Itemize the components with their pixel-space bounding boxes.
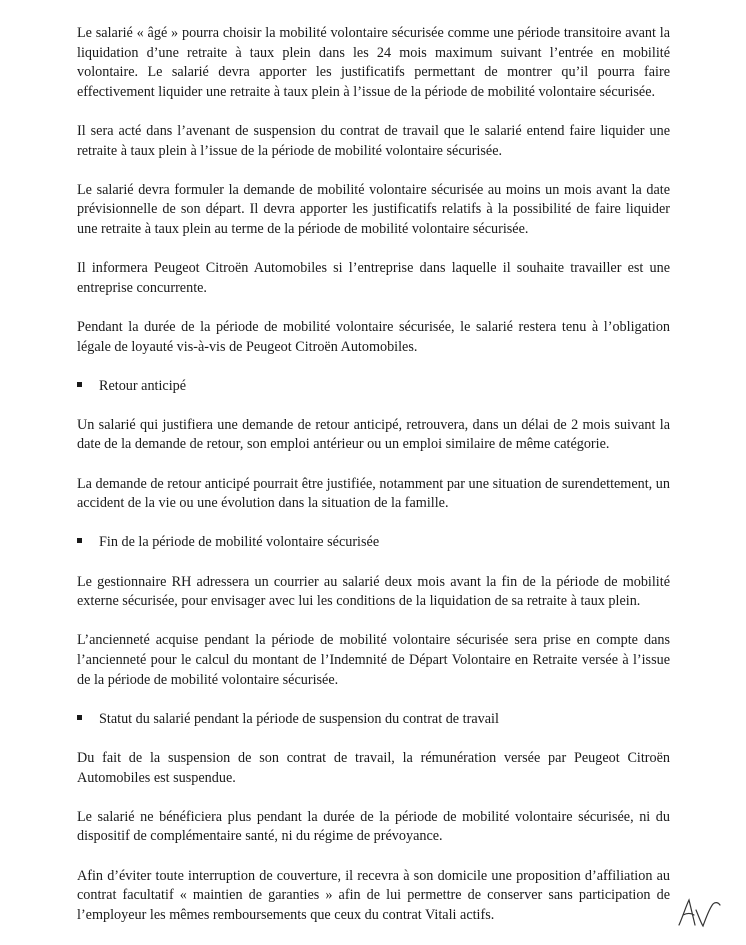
paragraph-complementaire-sante: Le salarié ne bénéficiera plus pendant la durée de la période de mobilité volontaire sécurisée, ni du dispositif de complémentaire santé, ni du régime de prévoyance. [77,808,670,845]
section-heading-label: Statut du salarié pendant la période de suspension du contrat de travail [99,710,499,727]
document-body [77,24,670,945]
handwritten-initials-signature [676,896,724,930]
square-bullet-icon [77,715,82,720]
paragraph-courrier-rh: Le gestionnaire RH adressera un courrier au salarié deux mois avant la fin de la période de mobilité externe sécurisée, pour envisager avec lui les conditions de la liquidation de sa retraite à taux plein. [77,573,670,610]
square-bullet-icon [77,382,82,387]
paragraph-justification-retour: La demande de retour anticipé pourrait être justifiée, notamment par une situation de surendettement, un accident de la vie ou une évolution dans la situation de la famille. [77,475,670,512]
paragraph-retraite-transitoire: Le salarié « âgé » pourra choisir la mobilité volontaire sécurisée comme une période transitoire avant la liquidation d’une retraite à taux plein dans les 24 mois maximum suivant l’entrée en mobilité volontaire. Le salarié devra apporter les justificatifs permettant de montrer qu’il pourra faire effectivement liquider une retraite à taux plein à l’issue de la période de mobilité volontaire sécurisée. [77,25,670,100]
section-heading-retour-anticipe [77,377,670,397]
paragraph-avenant-suspension: Il sera acté dans l’avenant de suspension du contrat de travail que le salarié entend faire liquider une retraite à taux plein à l’issue de la période de mobilité volontaire sécurisée. [77,122,670,159]
paragraph-maintien-garanties: Afin d’éviter toute interruption de couverture, il recevra à son domicile une proposition d’affiliation au contrat facultatif « maintien de garanties » afin de lui permettre de conserver sans participation de l’employeur les mêmes remboursements que ceux du contrat Vitali actifs. [77,867,670,923]
paragraph-remuneration-suspendue: Du fait de la suspension de son contrat de travail, la rémunération versée par Peugeot Citroën Automobiles est suspendue. [77,749,670,786]
paragraph-demande-mobilite: Le salarié devra formuler la demande de mobilité volontaire sécurisée au moins un mois avant la date prévisionnelle de son départ. Il devra apporter les justificatifs relatifs à la possibilité de faire liquider une retraite à taux plein au terme de la période de mobilité volontaire sécurisée. [77,181,670,237]
section-heading-label: Retour anticipé [99,377,187,394]
section-heading-fin-periode [77,533,670,553]
square-bullet-icon [77,538,82,543]
paragraph-anciennete: L’ancienneté acquise pendant la période de mobilité volontaire sécurisée sera prise en compte dans l’ancienneté pour le calcul du montant de l’Indemnité de Départ Volontaire en Retraite versée à l’issue de la période de mobilité volontaire sécurisée. [77,632,670,688]
paragraph-retour-anticipe: Un salarié qui justifiera une demande de retour anticipé, retrouvera, dans un délai de 2 mois suivant la date de la demande de retour, son emploi antérieur ou un emploi similaire de même catégorie. [77,416,670,453]
paragraph-entreprise-concurrente: Il informera Peugeot Citroën Automobiles si l’entreprise dans laquelle il souhaite travailler est une entreprise concurrente. [77,260,670,296]
section-heading-statut-salarie [77,710,670,730]
paragraph-obligation-loyaute: Pendant la durée de la période de mobilité volontaire sécurisée, le salarié restera tenu à l’obligation légale de loyauté vis-à-vis de Peugeot Citroën Automobiles. [77,318,670,355]
section-heading-label: Fin de la période de mobilité volontaire sécurisée [99,534,380,551]
